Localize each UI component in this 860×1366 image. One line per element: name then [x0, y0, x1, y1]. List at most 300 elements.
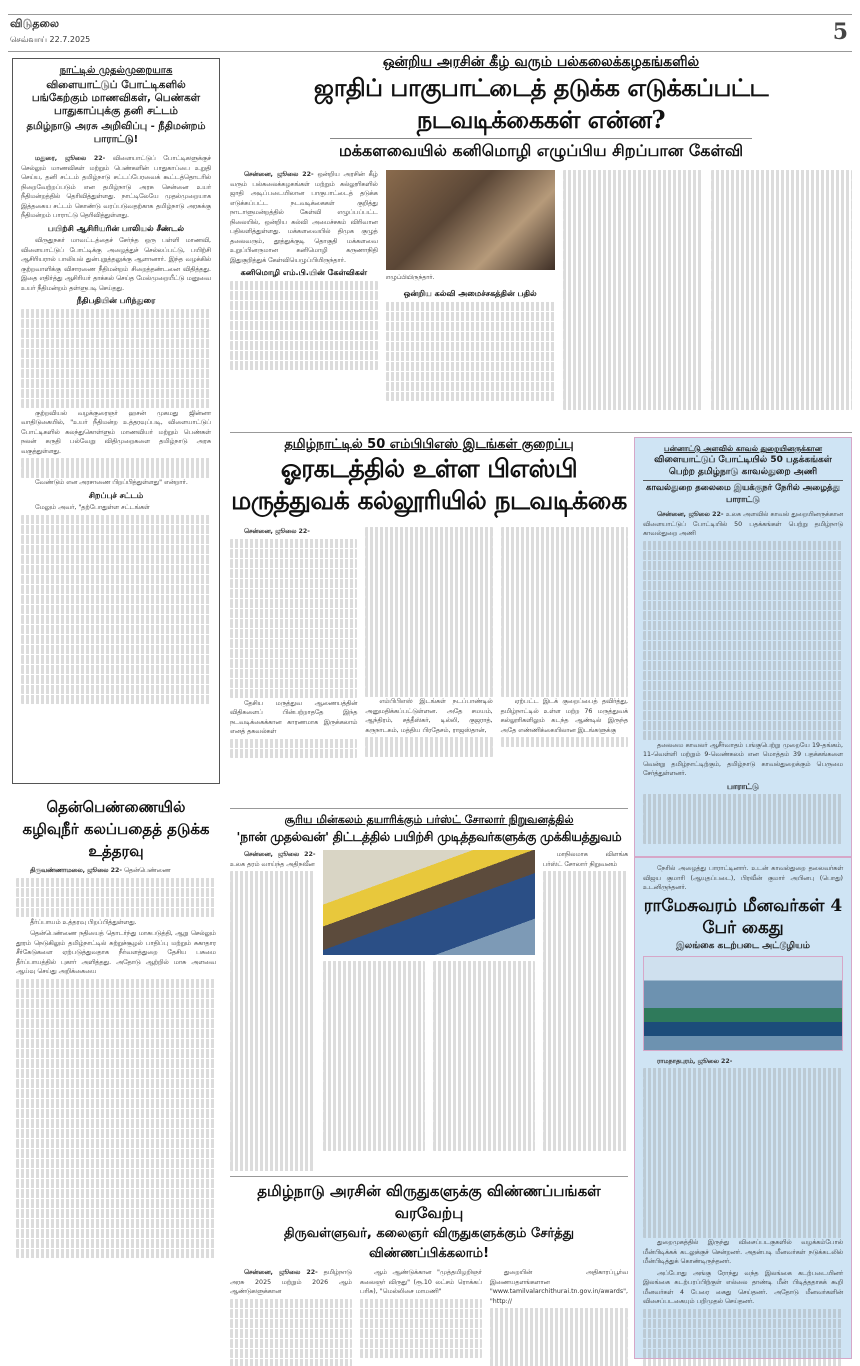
- text-line: [230, 1141, 315, 1151]
- text-line: [21, 468, 211, 478]
- text-line: [230, 331, 378, 341]
- article-headline: ஜாதிப் பாகுபாட்டைத் தடுக்க எடுக்கப்பட்ட நடவடிக்கைகள் என்ன?: [313, 73, 769, 134]
- text-line: [323, 1111, 425, 1121]
- text-line: [643, 1349, 843, 1359]
- text-line: [490, 1328, 628, 1338]
- text-line: [230, 1051, 315, 1061]
- text-line: [365, 667, 492, 677]
- text-line: [21, 545, 211, 555]
- text-line: [543, 1141, 628, 1151]
- text-line: [21, 379, 211, 389]
- text-line: [230, 1041, 315, 1051]
- text-line: [360, 1299, 482, 1309]
- text-line: [16, 1189, 216, 1199]
- text-line: [21, 655, 211, 665]
- article-column: [323, 961, 425, 1151]
- text-line: [543, 1061, 628, 1071]
- text-line: [21, 349, 211, 359]
- text-line: [21, 615, 211, 625]
- text-line: [501, 637, 628, 647]
- text-line: [711, 270, 852, 280]
- text-line: [643, 1178, 843, 1188]
- text-line: [16, 908, 216, 918]
- dateline: திருவண்ணாமலை, ஜூலை 22-: [30, 867, 122, 874]
- subhead: பயிற்சி ஆசிரியரின் பாலியல் சீண்டல்: [47, 223, 185, 233]
- text-line: [230, 619, 357, 629]
- text-line: [230, 1349, 352, 1359]
- text-line: [543, 971, 628, 981]
- article-body: [643, 1057, 843, 1366]
- text-line: [643, 731, 843, 741]
- text-line: [230, 1101, 315, 1111]
- text-line: [230, 1161, 315, 1171]
- text-line: [643, 1148, 843, 1158]
- text-line: [490, 1318, 628, 1328]
- article-caste-discrimination: [230, 54, 852, 420]
- text-line: [711, 390, 852, 400]
- text-line: [711, 290, 852, 300]
- article-deck: இலங்கை கடற்படை அட்டூழியம்: [676, 940, 810, 951]
- text-line: [501, 577, 628, 587]
- text-line: [21, 635, 211, 645]
- text-line: [230, 911, 315, 921]
- text-line: [360, 1319, 482, 1329]
- text-line: [365, 577, 492, 587]
- text-line: [21, 329, 211, 339]
- text-line: [563, 200, 704, 210]
- text-line: [711, 190, 852, 200]
- text-line: [643, 1068, 843, 1078]
- text-line: [21, 685, 211, 695]
- text-line: [21, 585, 211, 595]
- text-line: [563, 190, 704, 200]
- text-line: [230, 311, 378, 321]
- text-line: [21, 595, 211, 605]
- text-line: [643, 834, 843, 844]
- text-line: [543, 1111, 628, 1121]
- text-line: [563, 350, 704, 360]
- article-kicker: தமிழ்நாட்டில் 50 எம்பிபிஎஸ் இடங்கள் குறைப்பு: [284, 437, 574, 452]
- text-line: [230, 981, 315, 991]
- text-line: [433, 981, 535, 991]
- text-line: [230, 1359, 352, 1366]
- text-line: [643, 1078, 843, 1088]
- text-line: [643, 824, 843, 834]
- text-line: [501, 667, 628, 677]
- photo-caption: எழுப்பியிருந்தார்.: [385, 273, 435, 281]
- text-line: [490, 1308, 628, 1318]
- text-line: [643, 541, 843, 551]
- text-line: [433, 1041, 535, 1051]
- article-police-medals: [634, 437, 852, 857]
- paragraph: தீர்ப்பாயம் உத்தரவு பிறப்பித்துள்ளது.: [30, 918, 137, 926]
- text-line: [643, 1329, 843, 1339]
- text-line: [643, 1098, 843, 1108]
- text-line: [230, 589, 357, 599]
- paragraph: குற்றவியல் வழக்குரைஞர் ஹசன் முகமது ஜின்னா வாதிடுகையில், "உயர் நீதிமன்ற உத்தரவுப்படி, விளையாட்டுப் போட்டிகளில் கலந்துகொள்ளும் மாணவியர் மற்றும் பெண்கள் நலன் கருதி பல்வேறு விதிமுறைகளை தமிழ்நாடு அரசு வகுத்துள்ளது.: [21, 409, 211, 455]
- article-body-prev: [643, 864, 843, 893]
- text-line: [643, 711, 843, 721]
- text-line: [16, 898, 216, 908]
- text-line: [711, 350, 852, 360]
- text-line: [563, 360, 704, 370]
- text-line: [711, 200, 852, 210]
- text-line: [563, 250, 704, 260]
- text-line: [501, 547, 628, 557]
- text-line: [433, 961, 535, 971]
- text-line: [365, 647, 492, 657]
- text-line: [365, 637, 492, 647]
- text-line: [433, 1141, 535, 1151]
- text-line: [563, 280, 704, 290]
- text-line: [643, 1158, 843, 1168]
- text-line: [543, 931, 628, 941]
- dateline: மதுரை, ஜூலை 22-: [35, 155, 106, 162]
- text-line: [543, 1021, 628, 1031]
- text-line: [711, 220, 852, 230]
- text-line: [433, 1121, 535, 1131]
- lead-text: உலக தரம் வாய்ந்த அதிநவீன: [230, 860, 315, 868]
- article-fishermen-arrest: [634, 857, 852, 1359]
- text-line: [323, 1001, 425, 1011]
- text-line: [501, 617, 628, 627]
- text-line: [643, 1128, 843, 1138]
- text-line: [230, 1309, 352, 1319]
- text-line: [230, 569, 357, 579]
- article-column: [360, 1268, 482, 1366]
- text-line: [365, 677, 492, 687]
- text-line: [230, 1319, 352, 1329]
- text-line: [386, 342, 555, 352]
- text-line: [323, 1141, 425, 1151]
- text-line: [711, 330, 852, 340]
- text-line: [501, 737, 628, 747]
- text-line: [16, 989, 216, 999]
- text-line: [563, 270, 704, 280]
- text-line: [21, 535, 211, 545]
- text-line: [563, 340, 704, 350]
- text-line: [16, 1039, 216, 1049]
- text-line: [230, 871, 315, 881]
- article-column: [433, 961, 535, 1151]
- text-line: [643, 651, 843, 661]
- text-line: [21, 625, 211, 635]
- text-line: [386, 382, 555, 392]
- text-line: [21, 665, 211, 675]
- article-deck: தமிழ்நாடு அரசு அறிவிப்பு - நீதிமன்றம் பாராட்டு!: [26, 121, 206, 145]
- article-column: [230, 850, 315, 1171]
- text-line: [21, 575, 211, 585]
- issue-date: செவ்வாய் 22.7.2025: [10, 35, 91, 44]
- text-line: [433, 1091, 535, 1101]
- text-line: [16, 1229, 216, 1239]
- text-line: [563, 230, 704, 240]
- text-line: [501, 557, 628, 567]
- text-line: [16, 1049, 216, 1059]
- text-line: [230, 1091, 315, 1101]
- subhead: ஒன்றிய கல்வி அமைச்சகத்தின் பதில்: [403, 289, 537, 298]
- text-line: [21, 695, 211, 705]
- photo-solar-workers: [323, 850, 534, 955]
- text-line: [386, 392, 555, 402]
- text-line: [21, 319, 211, 329]
- article-body: [643, 510, 843, 844]
- article-kicker: நாட்டில் முதல்முறையாக: [59, 65, 173, 76]
- text-line: [16, 1019, 216, 1029]
- article-column: [230, 1268, 352, 1366]
- article-headline: விளையாட்டுப் போட்டிகளில் பங்கேற்கும் மாணவிகள், பெண்கள் பாதுகாப்புக்கு தனி சட்டம்: [31, 79, 201, 117]
- article-tn-awards: [230, 1180, 628, 1366]
- text-line: [386, 332, 555, 342]
- text-line: [230, 1111, 315, 1121]
- text-line: [230, 361, 378, 371]
- text-line: [643, 804, 843, 814]
- article-deck: திருவள்ளுவர், கலைஞர் விருதுகளுக்கும் சேர்த்து விண்ணப்பிக்கலாம்!: [284, 1226, 574, 1261]
- text-line: [230, 609, 357, 619]
- text-line: [323, 991, 425, 1001]
- text-line: [365, 587, 492, 597]
- article-column: [543, 850, 628, 1171]
- text-line: [433, 1101, 535, 1111]
- photo-kanimozhi-parliament: [385, 170, 555, 281]
- text-line: [16, 979, 216, 989]
- subhead: பாராட்டு: [727, 781, 759, 791]
- text-line: [563, 310, 704, 320]
- text-line: [643, 1118, 843, 1128]
- text-line: [543, 981, 628, 991]
- text-line: [230, 1329, 352, 1339]
- text-line: [643, 1208, 843, 1218]
- text-line: [323, 1061, 425, 1071]
- text-line: [21, 399, 211, 409]
- text-line: [230, 1071, 315, 1081]
- text-line: [711, 360, 852, 370]
- text-line: [230, 639, 357, 649]
- text-line: [643, 561, 843, 571]
- text-line: [643, 641, 843, 651]
- text-line: [501, 647, 628, 657]
- text-line: [543, 1101, 628, 1111]
- text-line: [230, 739, 357, 749]
- text-line: [643, 581, 843, 591]
- text-line: [230, 301, 378, 311]
- text-line: [643, 701, 843, 711]
- text-line: [16, 1199, 216, 1209]
- paragraph: துறையின் அதிகாரப்பூர்வ இணையதளங்களான "www.tamilvalarchithurai.tn.gov.in/awards", "http://: [489, 1269, 629, 1305]
- page-number: 5: [832, 19, 848, 45]
- text-line: [543, 1001, 628, 1011]
- text-line: [16, 1119, 216, 1129]
- text-line: [543, 881, 628, 891]
- text-line: [16, 1209, 216, 1219]
- text-line: [230, 881, 315, 891]
- text-line: [643, 681, 843, 691]
- text-line: [323, 1071, 425, 1081]
- text-line: [563, 320, 704, 330]
- text-line: [501, 587, 628, 597]
- text-line: [21, 339, 211, 349]
- text-line: [543, 1051, 628, 1061]
- text-line: [643, 621, 843, 631]
- text-line: [230, 1339, 352, 1349]
- dateline: சென்னை, ஜூலை 22-: [244, 528, 310, 535]
- text-line: [563, 240, 704, 250]
- text-line: [563, 300, 704, 310]
- text-line: [433, 971, 535, 981]
- text-line: [711, 370, 852, 380]
- text-line: [365, 657, 492, 667]
- text-line: [643, 814, 843, 824]
- text-line: [543, 1031, 628, 1041]
- text-line: [365, 597, 492, 607]
- text-line: [433, 1061, 535, 1071]
- text-line: [386, 322, 555, 332]
- text-line: [21, 645, 211, 655]
- text-line: [16, 1099, 216, 1109]
- text-line: [323, 1091, 425, 1101]
- text-line: [16, 1149, 216, 1159]
- text-line: [230, 341, 378, 351]
- article-column: [490, 1268, 628, 1366]
- text-line: [386, 362, 555, 372]
- text-line: [643, 601, 843, 611]
- paragraph: எம்பிபிஎஸ் இடங்கள் நடப்பாண்டில் அனுமதிக்கப்பட்டுள்ளன. அதே சமயம், ஆந்திரம், சத்தீஸ்கர், டில்லி, குஜராத், கருநாடகம், மத்திய பிரதேசம், ராஜஸ்தான்,: [365, 698, 493, 734]
- text-line: [643, 721, 843, 731]
- text-line: [230, 351, 378, 361]
- section-divider: [230, 432, 852, 433]
- section-divider: [230, 808, 628, 809]
- paragraph: அப்போது அங்கு ரோந்து வந்த இலங்கை கடற்படையினர் இலங்கை கடற்பரப்பிற்குள் எல்லை தாண்டி மீன் பிடித்ததாகக் கூறி மீனவர்கள் 4 பேரை கைது செய்தனர். அதோடு மீனவர்களின் விசைப்படகையும் பறிமுதல் செய்தனர்.: [643, 1269, 843, 1305]
- text-line: [323, 961, 425, 971]
- article-column: [365, 527, 492, 759]
- text-line: [16, 888, 216, 898]
- subhead: சிறப்புச் சட்டம்: [88, 490, 144, 500]
- text-line: [711, 280, 852, 290]
- text-line: [643, 1138, 843, 1148]
- article-kicker: சூரிய மின்கலம் தயாரிக்கும் பர்ஸ்ட் சோலார் நிறுவனத்தில்: [284, 813, 574, 826]
- article-river-pollution: [12, 796, 220, 1356]
- article-kicker: பன்னாட்டு அளவில் காவல் துறையினருக்கான: [664, 444, 822, 453]
- article-headline: தமிழ்நாடு அரசின் விருதுகளுக்கு விண்ணப்பங்கள் வரவேற்பு: [257, 1182, 601, 1222]
- text-line: [543, 911, 628, 921]
- text-line: [230, 689, 357, 699]
- text-line: [643, 1088, 843, 1098]
- text-line: [711, 260, 852, 270]
- text-line: [360, 1329, 482, 1339]
- text-line: [563, 370, 704, 380]
- text-line: [16, 1139, 216, 1149]
- text-line: [16, 1239, 216, 1249]
- text-line: [711, 400, 852, 410]
- text-line: [230, 1001, 315, 1011]
- text-line: [563, 210, 704, 220]
- text-line: [711, 250, 852, 260]
- masthead: [8, 14, 852, 52]
- text-line: [643, 1188, 843, 1198]
- lead-text: தமிழ்நாடு அரசு 2025 மற்றும் 2026 ஆம் ஆண்டுகளுக்கான: [230, 1269, 352, 1295]
- section-divider: [230, 1176, 628, 1177]
- text-line: [16, 1169, 216, 1179]
- text-line: [230, 901, 315, 911]
- text-line: [16, 1129, 216, 1139]
- text-line: [365, 567, 492, 577]
- text-line: [501, 687, 628, 697]
- text-line: [711, 230, 852, 240]
- paragraph: ஆம் ஆண்டுக்கான "முத்தமிழறிஞர் கலைஞர் விருது" (ரூ.10 லட்சம் ரொக்கப் பரிசு), "மெல்லிசை மாமணி": [359, 1269, 482, 1295]
- article-column: [563, 170, 704, 420]
- text-line: [711, 340, 852, 350]
- text-line: [365, 537, 492, 547]
- text-line: [643, 671, 843, 681]
- text-line: [323, 971, 425, 981]
- article-deck: காவல்துறை தலைமை இயக்குநர் நேரில் அழைத்து பாராட்டு: [643, 480, 843, 506]
- text-line: [16, 1249, 216, 1259]
- text-line: [501, 567, 628, 577]
- text-line: [230, 559, 357, 569]
- dateline: சென்னை, ஜூலை 22-: [657, 511, 724, 518]
- text-line: [543, 1091, 628, 1101]
- text-line: [543, 961, 628, 971]
- text-line: [230, 539, 357, 549]
- text-line: [230, 291, 378, 301]
- article-column: [501, 527, 628, 759]
- paragraph: வேண்டும் என அரசாணை பிறப்பித்துள்ளது" என்றார்.: [35, 479, 188, 486]
- text-line: [543, 1011, 628, 1021]
- text-line: [365, 737, 492, 747]
- text-line: [365, 547, 492, 557]
- text-line: [433, 1031, 535, 1041]
- text-line: [433, 1021, 535, 1031]
- text-line: [543, 951, 628, 961]
- text-line: [711, 380, 852, 390]
- text-line: [323, 981, 425, 991]
- text-line: [21, 675, 211, 685]
- dateline: ராமநாதபுரம், ஜூலை 22-: [657, 1057, 733, 1065]
- text-line: [230, 941, 315, 951]
- text-line: [643, 1168, 843, 1178]
- text-line: [360, 1349, 482, 1359]
- text-line: [230, 649, 357, 659]
- lead-text: தென்பெண்ணை: [123, 867, 171, 874]
- paragraph: தேசிய மருத்துவ ஆணையத்தின் விதிகளைப் பின்பற்றாததே இந்த நடவடிக்கைக்கான காரணமாக இருக்கலாம் எனத் தகவல்கள்: [230, 699, 358, 735]
- text-line: [230, 951, 315, 961]
- text-line: [365, 687, 492, 697]
- text-line: [501, 657, 628, 667]
- text-line: [323, 1121, 425, 1131]
- text-line: [21, 555, 211, 565]
- text-line: [360, 1309, 482, 1319]
- text-line: [16, 1059, 216, 1069]
- text-line: [643, 571, 843, 581]
- text-line: [16, 1009, 216, 1019]
- text-line: [16, 1219, 216, 1229]
- text-line: [643, 794, 843, 804]
- text-line: [230, 891, 315, 901]
- text-line: [501, 527, 628, 537]
- text-line: [230, 669, 357, 679]
- text-line: [490, 1338, 628, 1348]
- text-line: [543, 1081, 628, 1091]
- text-line: [386, 312, 555, 322]
- text-line: [230, 1011, 315, 1021]
- article-headline: ராமேசுவரம் மீனவர்கள் 4 பேர் கைது: [643, 895, 843, 938]
- text-line: [643, 1309, 843, 1319]
- text-line: [365, 747, 492, 757]
- text-line: [230, 961, 315, 971]
- paragraph: ஏற்பட்ட இடக் குறைப்பைத் தவிர்த்து, தமிழ்நாட்டில் உள்ள மற்ற 76 மருத்துவக் கல்லூரிகளிலும் கடந்த ஆண்டில் இருந்த அதே எண்ணிக்கையிலான இடங்களுக்கு: [500, 698, 628, 734]
- text-line: [501, 627, 628, 637]
- text-line: [643, 631, 843, 641]
